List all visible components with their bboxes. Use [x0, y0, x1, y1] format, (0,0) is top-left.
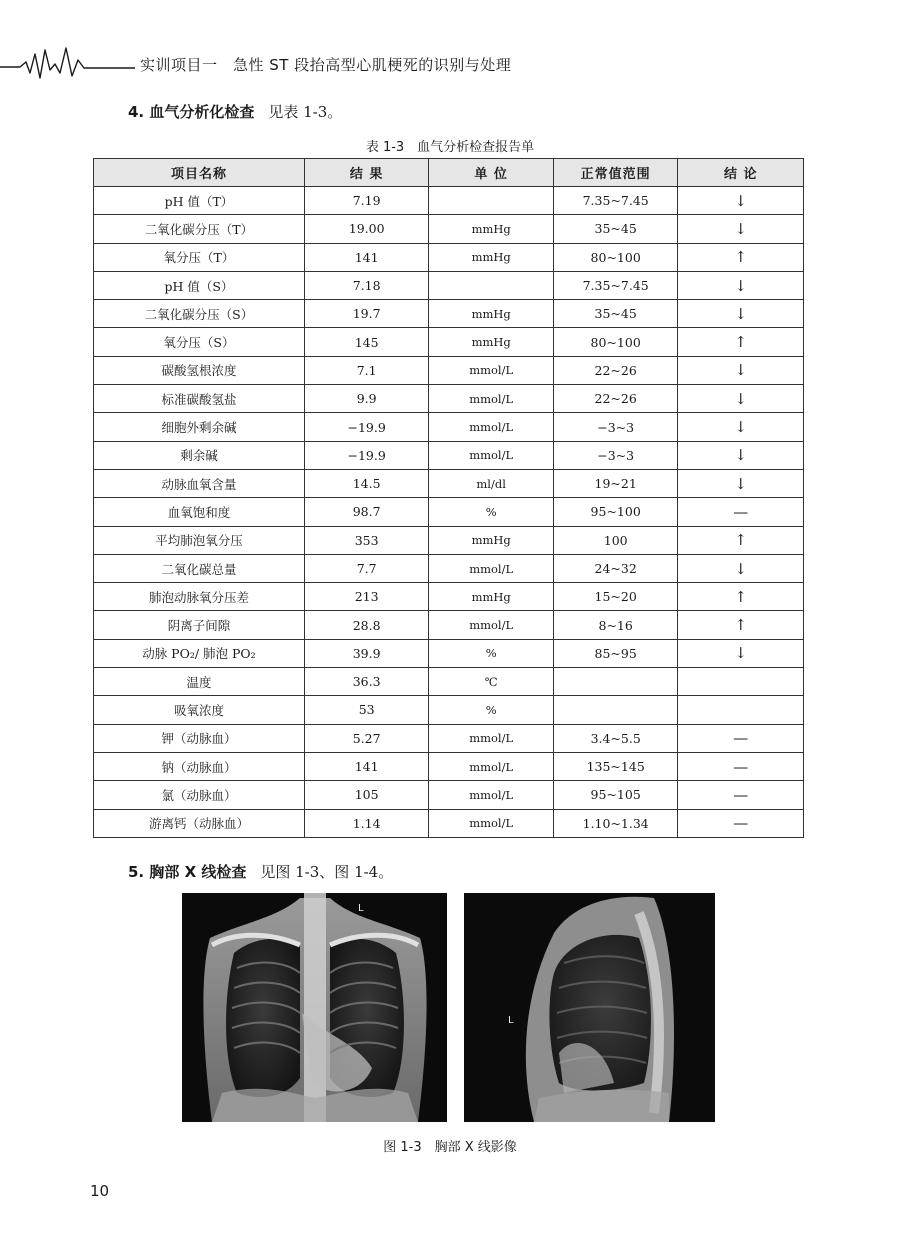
cell-result: 98.7 [304, 498, 429, 526]
cell-normal-range: 7.35~7.45 [553, 271, 678, 299]
cell-unit: mmol/L [429, 356, 554, 384]
cell-result: −19.9 [304, 413, 429, 441]
cell-normal-range: 100 [553, 526, 678, 554]
cell-unit: mmHg [429, 328, 554, 356]
cell-unit: mmol/L [429, 752, 554, 780]
cell-normal-range: 22~26 [553, 356, 678, 384]
cell-conclusion: ↓ [678, 300, 804, 328]
cell-item-name: 二氧化碳分压（S） [94, 300, 305, 328]
cell-item-name: 氯（动脉血） [94, 781, 305, 809]
cell-normal-range: 80~100 [553, 328, 678, 356]
table-row [94, 441, 804, 469]
xray-marker-side: L [508, 1015, 514, 1026]
table-body [94, 187, 804, 838]
header-normal-range: 正常值范围 [553, 159, 678, 187]
table-row [94, 611, 804, 639]
header-unit: 单 位 [429, 159, 554, 187]
cell-result: 39.9 [304, 639, 429, 667]
cell-item-name: 二氧化碳分压（T） [94, 215, 305, 243]
section-5-heading [128, 861, 393, 882]
table-row [94, 187, 804, 215]
section-4-title: 4. 血气分析化检查 [128, 103, 255, 121]
cell-conclusion: ↓ [678, 271, 804, 299]
section-4-reference: 见表 1-3。 [268, 103, 343, 121]
cell-item-name: 游离钙（动脉血） [94, 809, 305, 837]
cell-normal-range: 24~32 [553, 554, 678, 582]
cell-unit: mmHg [429, 526, 554, 554]
cell-unit: mmol/L [429, 611, 554, 639]
chest-xray-frontal [182, 893, 447, 1122]
table-row [94, 328, 804, 356]
table-row [94, 356, 804, 384]
cell-unit: mmol/L [429, 413, 554, 441]
cell-item-name: 氧分压（T） [94, 243, 305, 271]
cell-normal-range: 19~21 [553, 469, 678, 497]
header-title: 实训项目一 急性 ST 段抬高型心肌梗死的识别与处理 [140, 56, 512, 74]
section-5-reference: 见图 1-3、图 1-4。 [260, 863, 394, 881]
cell-result: 353 [304, 526, 429, 554]
cell-result: 14.5 [304, 469, 429, 497]
table-row [94, 724, 804, 752]
table-row [94, 243, 804, 271]
cell-result: 19.00 [304, 215, 429, 243]
cell-conclusion: — [678, 781, 804, 809]
table-row [94, 583, 804, 611]
cell-unit: mmol/L [429, 441, 554, 469]
cell-normal-range: 135~145 [553, 752, 678, 780]
cell-normal-range: −3~3 [553, 413, 678, 441]
table-row [94, 413, 804, 441]
cell-result: 7.7 [304, 554, 429, 582]
cell-result: 141 [304, 243, 429, 271]
cell-unit: mmHg [429, 243, 554, 271]
cell-item-name: pH 值（S） [94, 271, 305, 299]
cell-result: 1.14 [304, 809, 429, 837]
cell-normal-range: 1.10~1.34 [553, 809, 678, 837]
cell-normal-range: 85~95 [553, 639, 678, 667]
table-row [94, 809, 804, 837]
cell-conclusion: — [678, 752, 804, 780]
cell-item-name: 平均肺泡氧分压 [94, 526, 305, 554]
cell-result: 141 [304, 752, 429, 780]
cell-conclusion: — [678, 724, 804, 752]
cell-result: 28.8 [304, 611, 429, 639]
table-row [94, 215, 804, 243]
cell-unit [429, 187, 554, 215]
header-item-name: 项目名称 [94, 159, 305, 187]
cell-item-name: 氧分压（S） [94, 328, 305, 356]
cell-conclusion: — [678, 809, 804, 837]
cell-normal-range: 95~105 [553, 781, 678, 809]
cell-result: −19.9 [304, 441, 429, 469]
cell-unit: ml/dl [429, 469, 554, 497]
table-row [94, 498, 804, 526]
cell-unit: mmol/L [429, 809, 554, 837]
chest-xray-lateral [464, 893, 715, 1122]
cell-normal-range [553, 668, 678, 696]
cell-conclusion: ↓ [678, 187, 804, 215]
cell-unit: % [429, 696, 554, 724]
cell-result: 7.18 [304, 271, 429, 299]
cell-item-name: 温度 [94, 668, 305, 696]
cell-unit: mmHg [429, 300, 554, 328]
cell-normal-range: 95~100 [553, 498, 678, 526]
cell-unit: mmHg [429, 583, 554, 611]
table-row [94, 300, 804, 328]
cell-result: 7.19 [304, 187, 429, 215]
cell-conclusion: ↑ [678, 526, 804, 554]
cell-item-name: 血氧饱和度 [94, 498, 305, 526]
cell-item-name: 肺泡动脉氧分压差 [94, 583, 305, 611]
page-number: 10 [90, 1182, 110, 1200]
chest-xray-lateral-image [464, 893, 715, 1122]
table-row [94, 668, 804, 696]
section-5-title: 5. 胸部 X 线检查 [128, 863, 247, 881]
cell-normal-range: 8~16 [553, 611, 678, 639]
cell-item-name: 碳酸氢根浓度 [94, 356, 305, 384]
section-4-heading [128, 101, 342, 122]
cell-conclusion: ↓ [678, 413, 804, 441]
cell-result: 9.9 [304, 385, 429, 413]
cell-result: 36.3 [304, 668, 429, 696]
cell-normal-range [553, 696, 678, 724]
xray-marker-front: L [358, 903, 364, 914]
cell-item-name: 钾（动脉血） [94, 724, 305, 752]
cell-result: 5.27 [304, 724, 429, 752]
cell-unit: % [429, 498, 554, 526]
cell-unit: mmol/L [429, 781, 554, 809]
cell-unit: mmol/L [429, 724, 554, 752]
cell-normal-range: 7.35~7.45 [553, 187, 678, 215]
cell-item-name: 标准碳酸氢盐 [94, 385, 305, 413]
cell-normal-range: 22~26 [553, 385, 678, 413]
cell-result: 105 [304, 781, 429, 809]
cell-item-name: pH 值（T） [94, 187, 305, 215]
cell-result: 145 [304, 328, 429, 356]
cell-result: 7.1 [304, 356, 429, 384]
table-row [94, 752, 804, 780]
cell-unit: mmol/L [429, 385, 554, 413]
figure-caption: 图 1-3 胸部 X 线影像 [383, 1140, 517, 1155]
cell-unit: % [429, 639, 554, 667]
cell-item-name: 阴离子间隙 [94, 611, 305, 639]
table-row [94, 469, 804, 497]
cell-normal-range: −3~3 [553, 441, 678, 469]
cell-normal-range: 3.4~5.5 [553, 724, 678, 752]
cell-normal-range: 35~45 [553, 300, 678, 328]
cell-result: 19.7 [304, 300, 429, 328]
running-header [0, 40, 900, 90]
cell-conclusion: ↓ [678, 385, 804, 413]
table-header-row [94, 159, 804, 187]
cell-conclusion: ↓ [678, 441, 804, 469]
ecg-line-icon [0, 40, 135, 90]
cell-normal-range: 80~100 [553, 243, 678, 271]
cell-conclusion [678, 668, 804, 696]
table-row [94, 781, 804, 809]
table-caption: 表 1-3 血气分析检查报告单 [365, 140, 535, 155]
header-result: 结 果 [304, 159, 429, 187]
blood-gas-table [93, 158, 804, 838]
cell-item-name: 剩余碱 [94, 441, 305, 469]
cell-unit [429, 271, 554, 299]
cell-conclusion: ↑ [678, 611, 804, 639]
cell-conclusion: ↓ [678, 469, 804, 497]
table-row [94, 696, 804, 724]
cell-result: 53 [304, 696, 429, 724]
cell-normal-range: 15~20 [553, 583, 678, 611]
cell-conclusion: ↑ [678, 243, 804, 271]
cell-item-name: 吸氧浓度 [94, 696, 305, 724]
cell-item-name: 动脉 PO₂/ 肺泡 PO₂ [94, 639, 305, 667]
chest-xray-frontal-image [182, 893, 447, 1122]
cell-normal-range: 35~45 [553, 215, 678, 243]
cell-result: 213 [304, 583, 429, 611]
cell-unit: mmHg [429, 215, 554, 243]
cell-conclusion: ↓ [678, 554, 804, 582]
table-row [94, 639, 804, 667]
cell-item-name: 细胞外剩余碱 [94, 413, 305, 441]
table-row [94, 526, 804, 554]
cell-conclusion: ↑ [678, 328, 804, 356]
cell-item-name: 二氧化碳总量 [94, 554, 305, 582]
cell-conclusion: ↓ [678, 639, 804, 667]
cell-item-name: 动脉血氧含量 [94, 469, 305, 497]
table-row [94, 385, 804, 413]
cell-item-name: 钠（动脉血） [94, 752, 305, 780]
table-row [94, 271, 804, 299]
cell-conclusion [678, 696, 804, 724]
table-row [94, 554, 804, 582]
cell-conclusion: ↓ [678, 215, 804, 243]
cell-conclusion: — [678, 498, 804, 526]
cell-conclusion: ↓ [678, 356, 804, 384]
cell-unit: ℃ [429, 668, 554, 696]
header-conclusion: 结 论 [678, 159, 804, 187]
cell-unit: mmol/L [429, 554, 554, 582]
cell-conclusion: ↑ [678, 583, 804, 611]
